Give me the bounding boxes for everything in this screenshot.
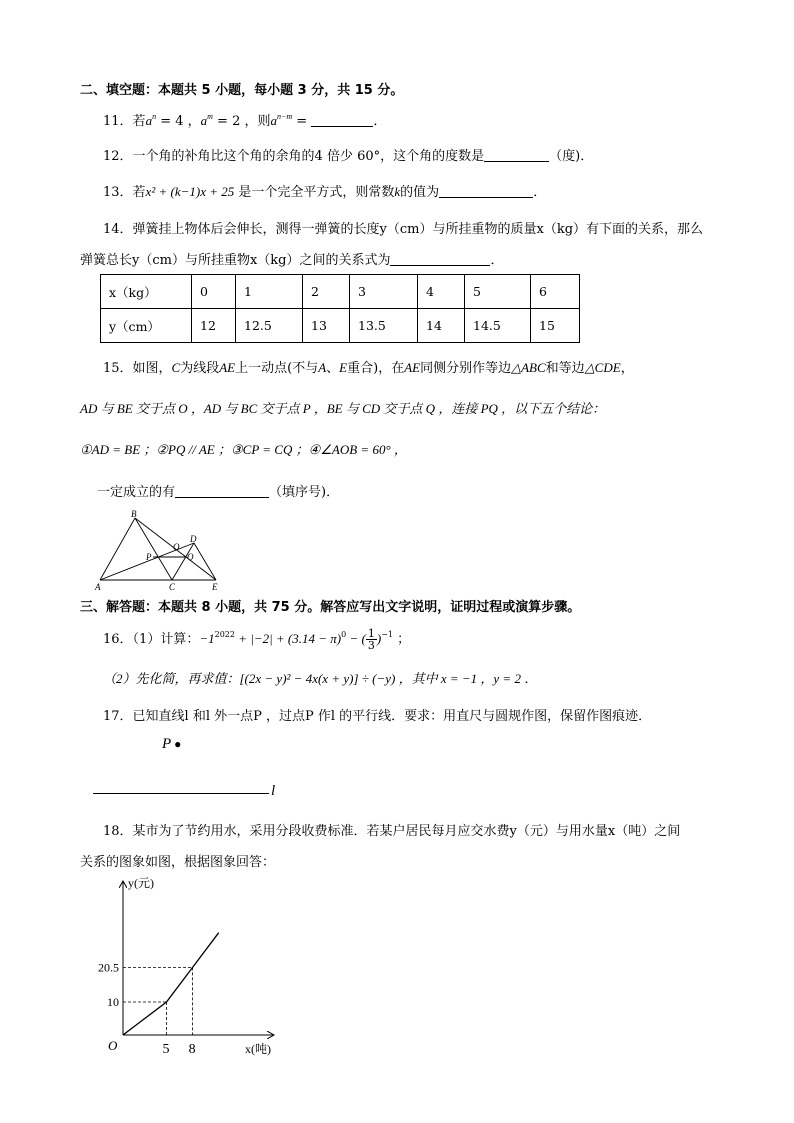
q15-text: 15．如图， xyxy=(103,361,172,376)
q15-var: E xyxy=(339,360,348,375)
series-line xyxy=(123,933,219,1035)
label-O: O xyxy=(173,542,180,552)
fraction-numerator: 1 xyxy=(367,627,375,640)
q15-text: 、 xyxy=(326,361,340,376)
answer-blank[interactable] xyxy=(439,185,533,198)
section2-title: 二、填空题：本题共 5 小题，每小题 3 分，共 15 分。 xyxy=(80,83,404,98)
q11-text: = 2 ，则 xyxy=(212,114,271,129)
table-cell: 14 xyxy=(418,309,465,343)
question-11 xyxy=(103,110,386,129)
label-P: P xyxy=(146,552,152,562)
q15-text: 同侧分别作等边 xyxy=(420,361,512,376)
q15-var: AE xyxy=(404,360,421,375)
q11-var: a xyxy=(200,113,208,128)
question-14-line2 xyxy=(80,249,504,268)
q15-var: C xyxy=(171,360,181,375)
label-D: D xyxy=(190,534,197,544)
question-13 xyxy=(103,181,546,200)
q15-text: （填序号)． xyxy=(269,485,340,500)
table-cell: 1 xyxy=(236,275,303,309)
q11-exp: n−m xyxy=(276,112,293,121)
table-cell: 0 xyxy=(192,275,236,309)
question-17: 17．已知直线l 和l 外一点P ，过点P 作l 的平行线．要求：用直尺与圆规作图，保留作图痕迹． xyxy=(103,709,652,724)
q15-var: AE xyxy=(219,360,236,375)
table-cell: 13 xyxy=(303,309,350,343)
q16-text: 16．（1）计算： xyxy=(103,632,200,647)
question-15-line1 xyxy=(103,357,634,376)
question-15-line4 xyxy=(97,481,339,500)
question-16-part1 xyxy=(103,628,410,651)
q12-text: 12．一个角的补角比这个角的余角的4 倍少 60°，这个角的度数是 xyxy=(103,149,485,164)
q11-var: a xyxy=(145,113,153,128)
q11-var: a xyxy=(270,113,277,128)
y-tick-label: 10 xyxy=(107,995,119,1009)
triangle-figure xyxy=(90,508,230,594)
table-cell: 13.5 xyxy=(350,309,418,343)
q16-exp: 0 xyxy=(341,630,347,639)
q11-text: = xyxy=(292,114,312,129)
q16-math: −1 xyxy=(199,631,215,646)
q12-tail: （度)． xyxy=(549,149,594,164)
question-15-line2: AD 与 BE 交于点 O ，AD 与 BC 交于点 P ，BE 与 CD 交于点 Q ，连接 PQ ，以下五个结论： xyxy=(80,401,606,416)
q16-text: ； xyxy=(392,632,411,647)
q13-expr: x² + (k−1)x + 25 xyxy=(145,184,235,199)
q15-var: △CDE xyxy=(584,360,621,375)
point-dot-icon: ● xyxy=(171,737,182,751)
data-table xyxy=(100,274,580,343)
table-row xyxy=(101,309,580,343)
q15-var: △ABC xyxy=(511,360,546,375)
question-15-line3: ①AD = BE ；②PQ // AE ；③CP = CQ ；④∠AOB = 60° ， xyxy=(80,442,407,457)
q14-text: 弹簧总长y（cm）与所挂重物x（kg）之间的关系式为 xyxy=(80,253,391,268)
table-cell: 3 xyxy=(350,275,418,309)
x-tick-label: 8 xyxy=(188,1042,196,1057)
table-cell: 12.5 xyxy=(236,309,303,343)
answer-blank[interactable] xyxy=(390,253,490,266)
q11-exp: m xyxy=(207,112,213,121)
table-cell: 6 xyxy=(531,275,580,309)
q13-tail: 的值为 xyxy=(400,185,440,200)
answer-blank[interactable] xyxy=(311,114,373,127)
q11-exp: n xyxy=(152,112,157,121)
q16-math: − ( xyxy=(346,631,366,646)
q13-end: ． xyxy=(533,185,547,200)
question-12 xyxy=(103,145,593,164)
table-cell: y（cm） xyxy=(101,309,192,343)
label-A: A xyxy=(95,582,101,592)
y-tick-label: 20.5 xyxy=(98,960,119,975)
label-Q: Q xyxy=(187,552,194,562)
line-l xyxy=(93,793,269,794)
table-cell: x（kg） xyxy=(101,275,192,309)
answer-blank[interactable] xyxy=(175,485,269,498)
y-axis-label: y(元) xyxy=(128,876,154,890)
question-18-line1: 18．某市为了节约用水，采用分段收费标准．若某户居民每月应交水费y（元）与用水量x（吨）之间 xyxy=(103,824,681,839)
q11-text: 若 xyxy=(132,114,146,129)
question-16-part2: （2）先化简，再求值：[(2x − y)² − 4x(x + y)] ÷ (−y) ，其中 x = −1 ，y = 2 ． xyxy=(103,671,538,686)
water-fee-chart xyxy=(80,870,290,1065)
table-cell: 5 xyxy=(465,275,531,309)
q13-pre: 13．若 xyxy=(103,185,146,200)
x-tick-label: 5 xyxy=(162,1042,170,1057)
q16-math: + |−2| + (3.14 − π) xyxy=(234,631,342,646)
q15-text: ， xyxy=(620,361,634,376)
q15-text: 和等边 xyxy=(545,361,585,376)
q15-text: 上一动点(不与 xyxy=(235,361,319,376)
question-14-line1: 14．弹簧挂上物体后会伸长，测得一弹簧的长度y（cm）与所挂重物的质量x（kg）有下面的关系，那么 xyxy=(103,222,704,237)
table-cell: 4 xyxy=(418,275,465,309)
q13-mid: 是一个完全平方式，则常数 xyxy=(238,185,395,200)
q15-text: 重合)，在 xyxy=(347,361,405,376)
q13-k: k xyxy=(394,184,401,199)
q16-exp: 2022 xyxy=(214,630,235,639)
fraction xyxy=(366,628,377,651)
point-P-letter: P xyxy=(162,736,172,752)
x-axis-label: x(吨) xyxy=(245,1042,271,1056)
table-cell: 12 xyxy=(192,309,236,343)
table-cell: 14.5 xyxy=(465,309,531,343)
table-cell: 2 xyxy=(303,275,350,309)
q11-num: 11． xyxy=(103,114,133,129)
table-row xyxy=(101,275,580,309)
line-l-label: l xyxy=(271,783,276,799)
answer-blank[interactable] xyxy=(484,149,549,162)
q15-text: 一定成立的有 xyxy=(97,485,176,500)
label-B: B xyxy=(131,509,137,519)
question-18-line2: 关系的图象如图，根据图象回答： xyxy=(80,855,276,870)
label-E: E xyxy=(212,582,218,592)
q11-end: ． xyxy=(373,114,387,129)
q16-math: ) xyxy=(376,631,382,646)
origin-label: O xyxy=(108,1038,118,1053)
q15-var: A xyxy=(318,360,327,375)
q11-text: = 4 ， xyxy=(156,114,201,129)
fraction-denominator: 3 xyxy=(367,639,375,652)
label-C: C xyxy=(169,582,176,592)
table-cell: 15 xyxy=(531,309,580,343)
q14-end: ． xyxy=(490,253,504,268)
section3-title: 三、解答题：本题共 8 小题，共 75 分。解答应写出文字说明，证明过程或演算步骤。 xyxy=(80,600,581,615)
q15-text: 为线段 xyxy=(180,361,220,376)
q16-exp: −1 xyxy=(381,630,393,639)
point-P-label xyxy=(162,736,181,753)
